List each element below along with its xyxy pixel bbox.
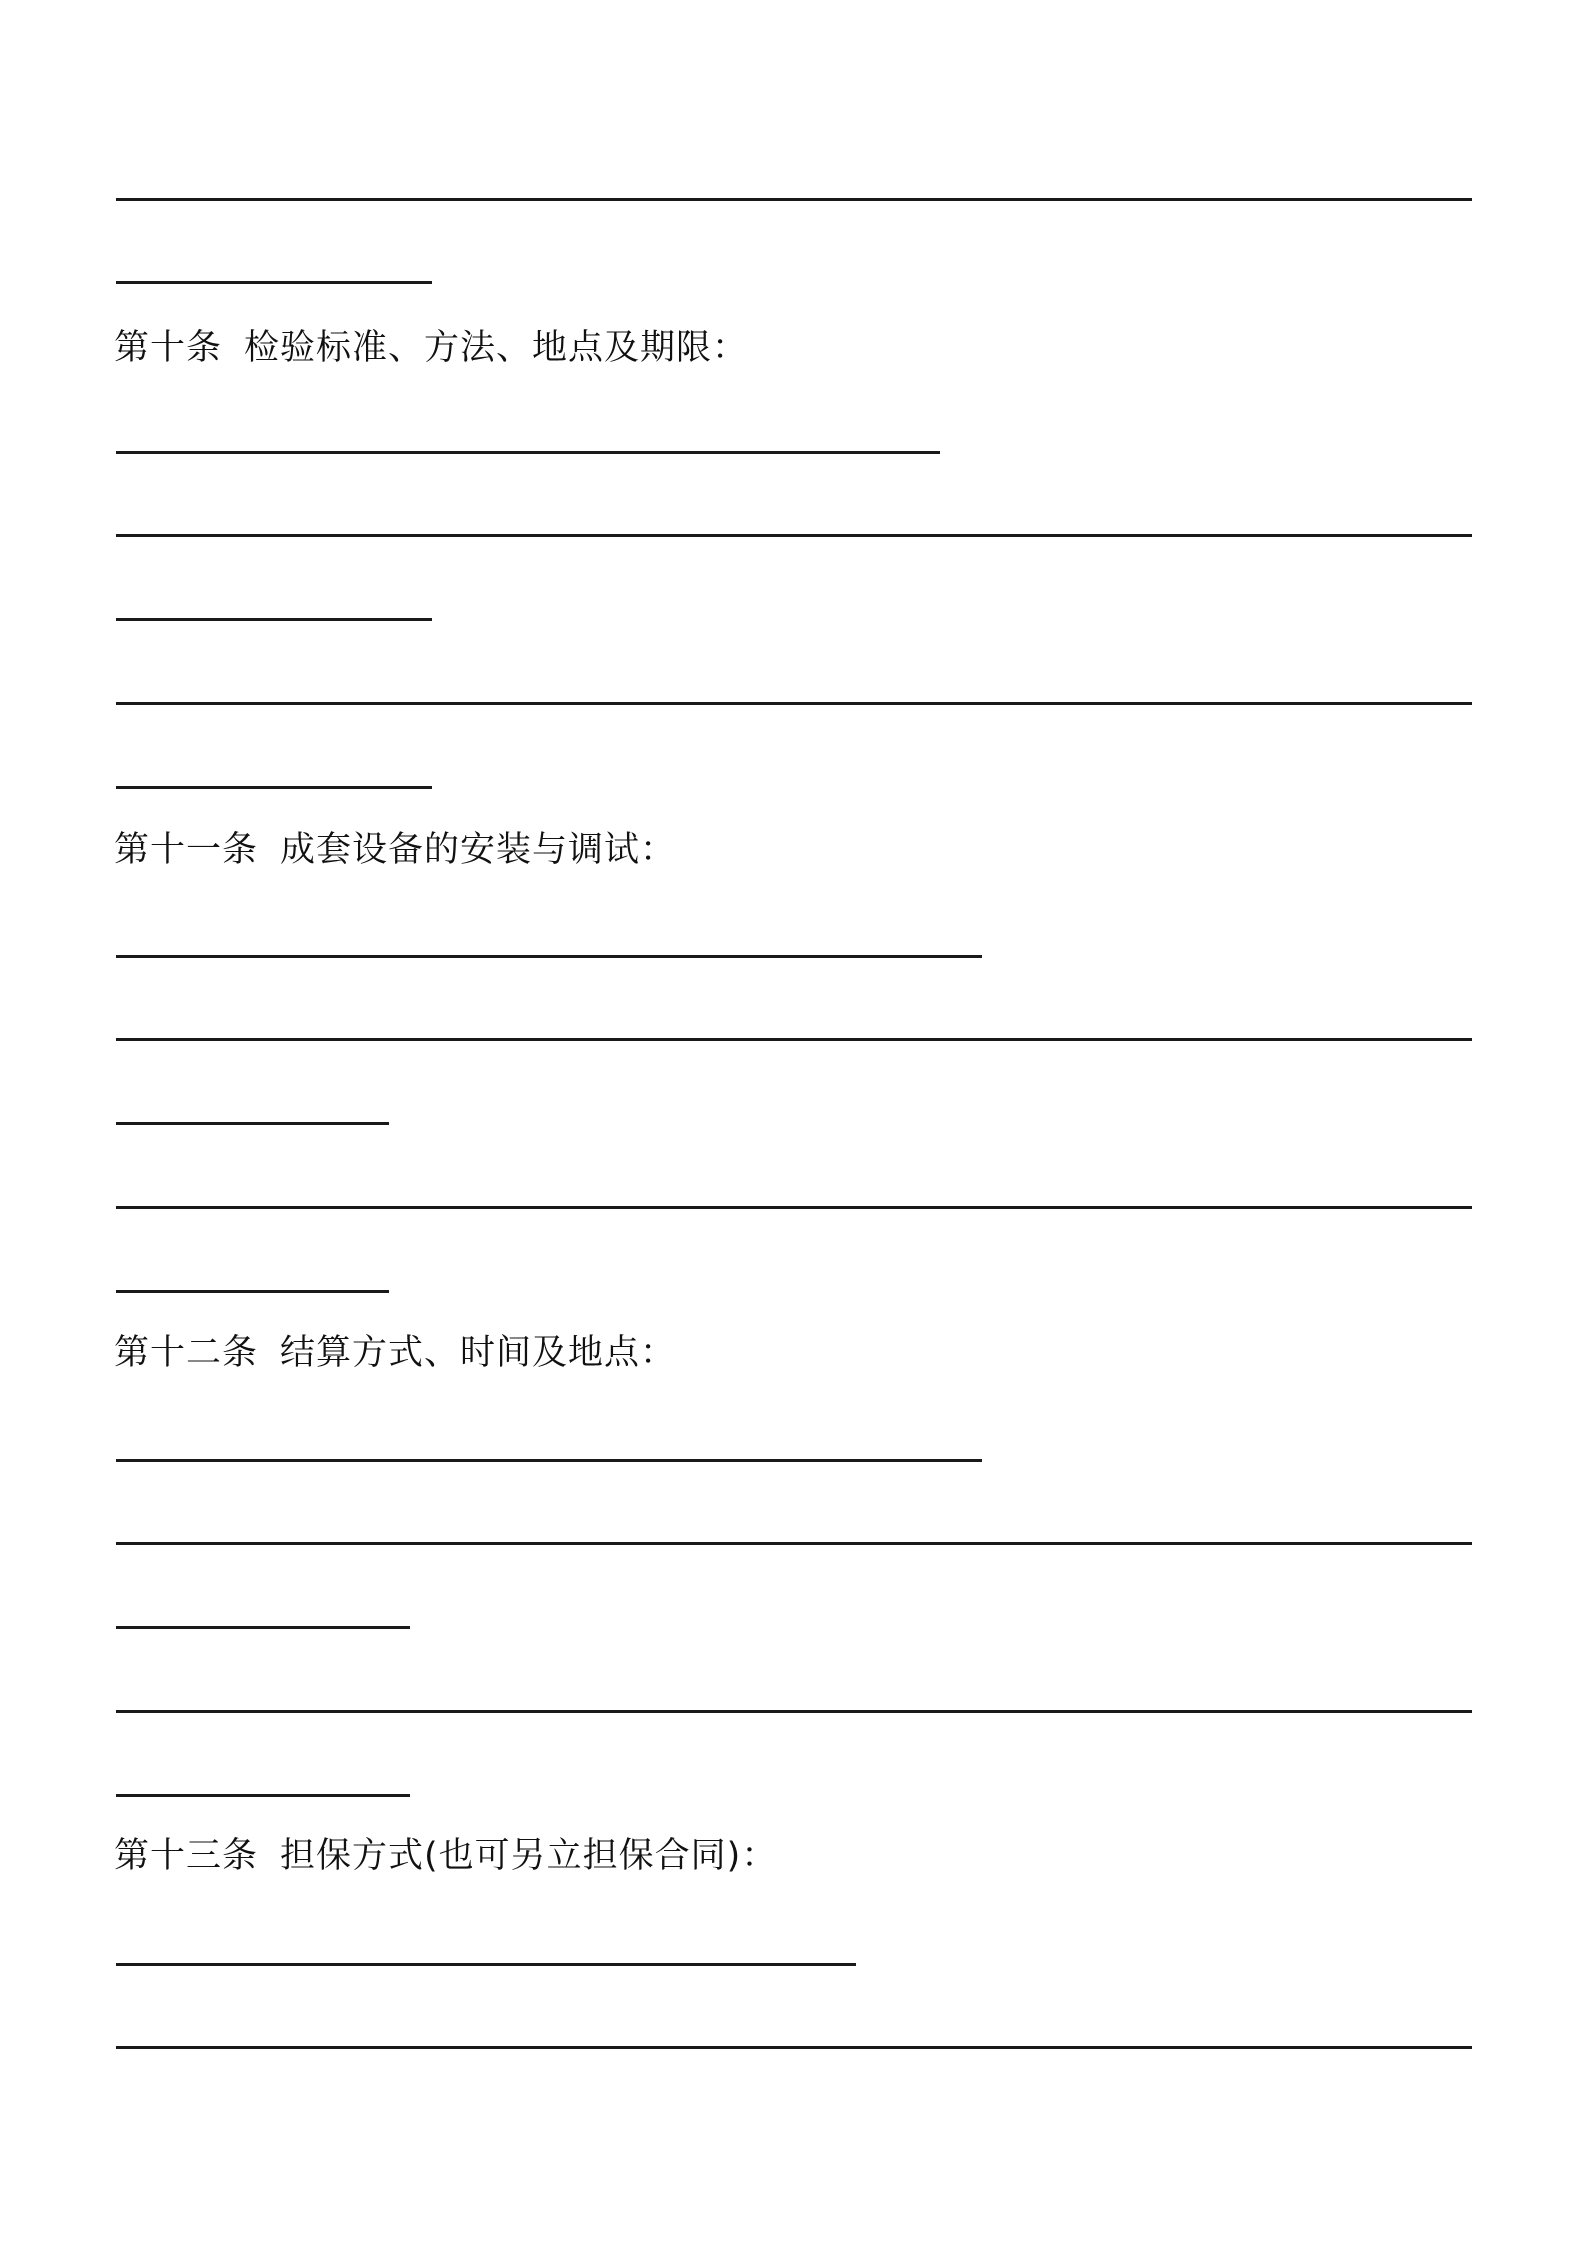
fill-in-line[interactable]	[116, 1794, 410, 1797]
fill-in-line[interactable]	[116, 1710, 1472, 1713]
article-number: 第十条	[114, 328, 223, 368]
article-number: 第十三条	[114, 1836, 259, 1876]
fill-in-line[interactable]	[116, 2046, 1472, 2049]
article-13-heading	[114, 1834, 777, 1878]
article-title: 结算方式、时间及地点：	[280, 1333, 677, 1373]
fill-in-line[interactable]	[116, 1626, 410, 1629]
fill-in-line[interactable]	[116, 451, 940, 454]
fill-in-line[interactable]	[116, 281, 432, 284]
article-12-heading	[114, 1331, 676, 1375]
article-title: 担保方式(也可另立担保合同)：	[280, 1836, 778, 1876]
fill-in-line[interactable]	[116, 198, 1472, 201]
fill-in-line[interactable]	[116, 1290, 389, 1293]
fill-in-line[interactable]	[116, 1542, 1472, 1545]
fill-in-line[interactable]	[116, 1459, 982, 1462]
article-11-heading	[114, 828, 676, 872]
article-number: 第十一条	[114, 830, 259, 870]
article-number: 第十二条	[114, 1333, 259, 1373]
fill-in-line[interactable]	[116, 955, 982, 958]
fill-in-line[interactable]	[116, 1206, 1472, 1209]
article-10-heading	[114, 326, 748, 370]
article-title: 成套设备的安装与调试：	[280, 830, 677, 870]
fill-in-line[interactable]	[116, 618, 432, 621]
fill-in-line[interactable]	[116, 1122, 389, 1125]
article-title: 检验标准、方法、地点及期限：	[244, 328, 749, 368]
fill-in-line[interactable]	[116, 786, 432, 789]
fill-in-line[interactable]	[116, 1038, 1472, 1041]
fill-in-line[interactable]	[116, 534, 1472, 537]
fill-in-line[interactable]	[116, 702, 1472, 705]
fill-in-line[interactable]	[116, 1963, 856, 1966]
